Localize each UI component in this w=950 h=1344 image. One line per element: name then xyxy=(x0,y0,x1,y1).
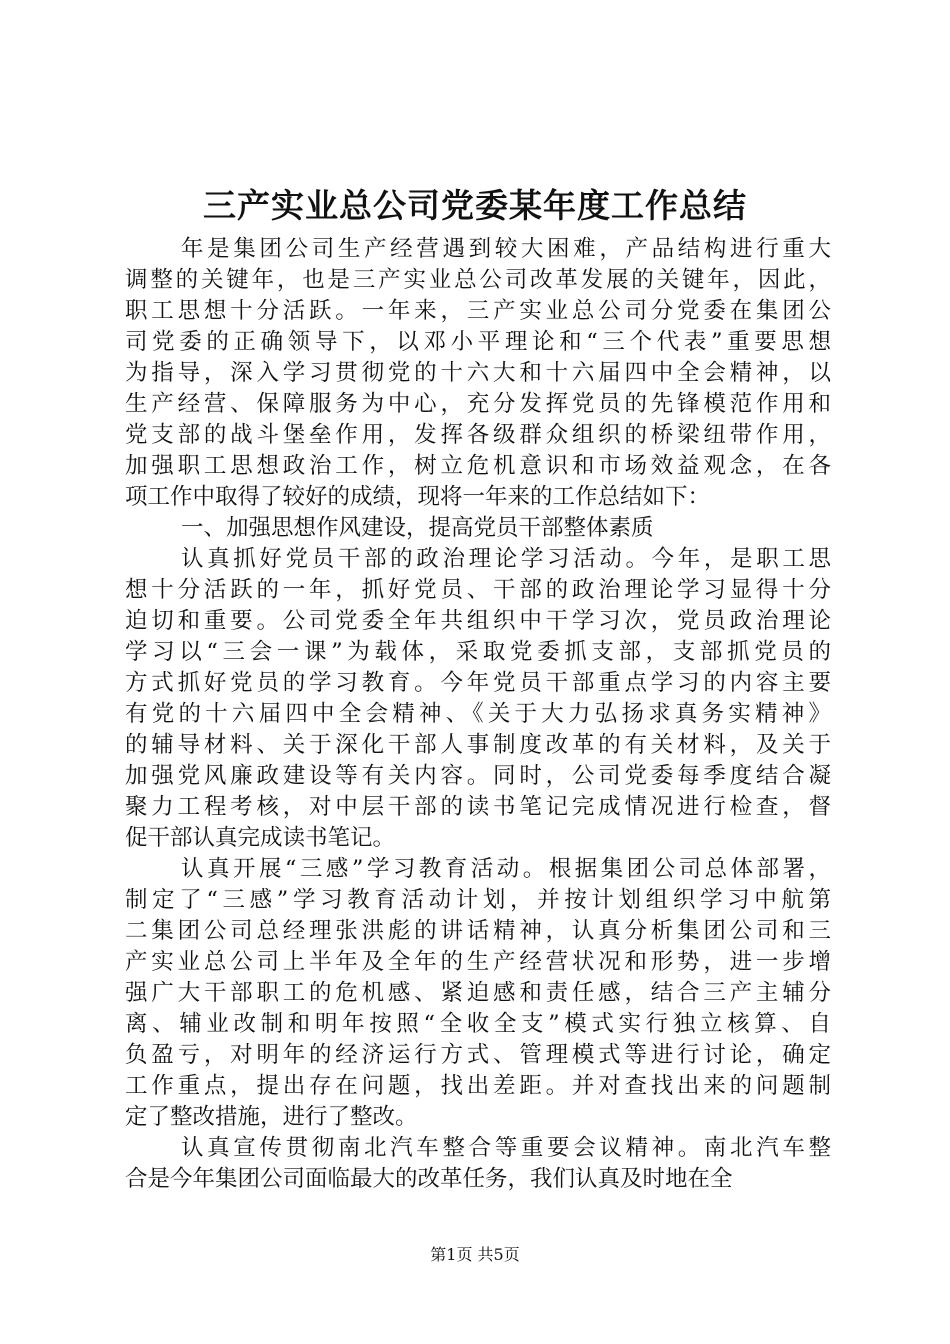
paragraph-line: 聚力工程考核，对中层干部的读书笔记完成情况进行检查，督 xyxy=(125,794,831,820)
paragraph-line: 加强党风廉政建设等有关内容。同时，公司党委每季度结合凝 xyxy=(125,763,831,789)
paragraph-line: 认真宣传贯彻南北汽车整合等重要会议精神。南北汽车整 xyxy=(181,1135,831,1161)
document-title: 三产实业总公司党委某年度工作总结 xyxy=(203,186,747,225)
paragraph-line: 的辅导材料、关于深化干部人事制度改革的有关材料，及关于 xyxy=(125,732,831,758)
paragraph-line: 想十分活跃的一年，抓好党员、干部的政治理论学习显得十分 xyxy=(125,577,831,603)
paragraph-line: 产实业总公司上半年及全年的生产经营状况和形势，进一步增 xyxy=(125,949,831,975)
paragraph-line: 加强职工思想政治工作，树立危机意识和市场效益观念，在各 xyxy=(125,453,831,479)
paragraph-line: 定了整改措施，进行了整改。 xyxy=(125,1104,418,1130)
paragraph-line: 离、辅业改制和明年按照“全收全支”模式实行独立核算、自 xyxy=(125,1011,831,1037)
paragraph-line: 认真抓好党员干部的政治理论学习活动。今年，是职工思 xyxy=(181,546,831,572)
paragraph-line: 强广大干部职工的危机感、紧迫感和责任感，结合三产主辅分 xyxy=(125,980,831,1006)
paragraph-line: 制定了“三感”学习教育活动计划，并按计划组织学习中航第 xyxy=(125,887,831,913)
paragraph-line: 党支部的战斗堡垒作用，发挥各级群众组织的桥梁纽带作用， xyxy=(125,422,831,448)
paragraph-line: 认真开展“三感”学习教育活动。根据集团公司总体部署， xyxy=(181,856,831,882)
paragraph-line: 迫切和重要。公司党委全年共组织中干学习次，党员政治理论 xyxy=(125,608,831,634)
paragraph-line: 合是今年集团公司面临最大的改革任务，我们认真及时地在全 xyxy=(125,1166,733,1192)
paragraph-line: 促干部认真完成读书笔记。 xyxy=(125,825,396,851)
paragraph-line: 工作重点，提出存在问题，找出差距。并对查找出来的问题制 xyxy=(125,1073,831,1099)
paragraph-line: 一、加强思想作风建设，提高党员干部整体素质 xyxy=(181,515,654,541)
paragraph-line: 二集团公司总经理张洪彪的讲话精神，认真分析集团公司和三 xyxy=(125,918,831,944)
paragraph-line: 职工思想十分活跃。一年来，三产实业总公司分党委在集团公 xyxy=(125,298,831,324)
paragraph-line: 为指导，深入学习贯彻党的十六大和十六届四中全会精神，以 xyxy=(125,360,831,386)
paragraph-line: 调整的关键年，也是三产实业总公司改革发展的关键年，因此， xyxy=(125,267,831,293)
paragraph xyxy=(125,234,831,513)
paragraph-line: 学习以“三会一课”为载体，采取党委抓支部，支部抓党员的 xyxy=(125,639,831,665)
paragraph-line: 生产经营、保障服务为中心，充分发挥党员的先锋模范作用和 xyxy=(125,391,831,417)
paragraph xyxy=(125,513,831,544)
paragraph-line: 项工作中取得了较好的成绩，现将一年来的工作总结如下： xyxy=(125,484,711,510)
paragraph-line: 年是集团公司生产经营遇到较大困难，产品结构进行重大 xyxy=(181,236,831,262)
paragraph-line: 方式抓好党员的学习教育。今年党员干部重点学习的内容主要 xyxy=(125,670,831,696)
paragraph-line: 负盈亏，对明年的经济运行方式、管理模式等进行讨论，确定 xyxy=(125,1042,831,1068)
page-number-footer: 第1页 共5页 xyxy=(430,1245,520,1264)
document-body xyxy=(125,234,831,1195)
paragraph-line: 司党委的正确领导下，以邓小平理论和“三个代表”重要思想 xyxy=(125,329,831,355)
paragraph xyxy=(125,544,831,854)
paragraph xyxy=(125,1133,831,1195)
paragraph xyxy=(125,854,831,1133)
paragraph-line: 有党的十六届四中全会精神、《关于大力弘扬求真务实精神》 xyxy=(125,701,831,727)
